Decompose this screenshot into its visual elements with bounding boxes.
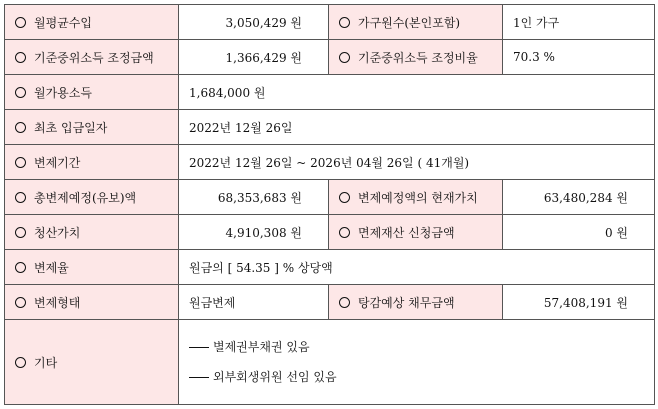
note-item [189, 362, 644, 392]
label-cell [5, 110, 179, 145]
dash-icon [189, 347, 209, 348]
label-cell [329, 215, 503, 250]
label-liquidation-value: 청산가치 [34, 225, 81, 240]
value-available-income: 1,684,000 원 [179, 75, 655, 110]
value-monthly-income: 3,050,429 원 [179, 5, 329, 40]
circle-icon [15, 262, 26, 273]
label-repayment-type: 변제형태 [34, 295, 81, 310]
label-median-income-amount: 기준중위소득 조정금액 [34, 50, 154, 65]
row-repayment-period [5, 145, 655, 180]
label-cell [5, 250, 179, 285]
label-present-value: 변제예정액의 현재가치 [358, 190, 478, 205]
value-present-value: 63,480,284 원 [503, 180, 655, 215]
value-total-repayment: 68,353,683 원 [179, 180, 329, 215]
label-cell [5, 320, 179, 405]
dash-icon [189, 377, 209, 378]
value-exempt-property: 0 원 [503, 215, 655, 250]
circle-icon [15, 357, 26, 368]
label-cell [5, 215, 179, 250]
label-cell [5, 5, 179, 40]
value-liquidation-value: 4,910,308 원 [179, 215, 329, 250]
circle-icon [339, 192, 350, 203]
circle-icon [15, 87, 26, 98]
value-other [179, 320, 655, 405]
value-expected-debt-relief: 57,408,191 원 [503, 285, 655, 320]
value-median-income-amount: 1,366,429 원 [179, 40, 329, 75]
value-median-income-ratio: 70.3 % [503, 40, 655, 75]
circle-icon [339, 52, 350, 63]
label-median-income-ratio: 기준중위소득 조정비율 [358, 50, 478, 65]
label-cell [329, 40, 503, 75]
circle-icon [15, 227, 26, 238]
circle-icon [15, 157, 26, 168]
label-total-repayment: 총변제예정(유보)액 [34, 190, 137, 205]
repayment-summary-table [4, 4, 655, 405]
label-cell [5, 145, 179, 180]
label-cell [329, 180, 503, 215]
label-expected-debt-relief: 탕감예상 채무금액 [358, 295, 455, 310]
circle-icon [15, 192, 26, 203]
value-repayment-period: 2022년 12월 26일 ~ 2026년 04월 26일 ( 41개월) [179, 145, 655, 180]
note-text: 별제권부채권 있음 [213, 340, 310, 354]
value-repayment-type: 원금변제 [179, 285, 329, 320]
row-first-payment-date [5, 110, 655, 145]
circle-icon [339, 227, 350, 238]
label-cell [329, 5, 503, 40]
label-available-income: 월가용소득 [34, 85, 92, 100]
circle-icon [15, 297, 26, 308]
row-repayment-type [5, 285, 655, 320]
label-household-size: 가구원수(본인포함) [358, 15, 461, 30]
row-available-income [5, 75, 655, 110]
circle-icon [15, 17, 26, 28]
row-liquidation-value [5, 215, 655, 250]
label-exempt-property: 면제재산 신청금액 [358, 225, 455, 240]
row-repayment-rate [5, 250, 655, 285]
label-cell [329, 285, 503, 320]
label-first-payment-date: 최초 입금일자 [34, 120, 108, 135]
circle-icon [15, 52, 26, 63]
circle-icon [339, 17, 350, 28]
note-item [189, 332, 644, 362]
note-text: 외부회생위원 선임 있음 [213, 370, 337, 384]
row-monthly-income [5, 5, 655, 40]
label-cell [5, 285, 179, 320]
value-first-payment-date: 2022년 12월 26일 [179, 110, 655, 145]
label-cell [5, 40, 179, 75]
row-other [5, 320, 655, 405]
value-household-size: 1인 가구 [503, 5, 655, 40]
label-repayment-period: 변제기간 [34, 155, 81, 170]
label-repayment-rate: 변제율 [34, 260, 69, 275]
label-other: 기타 [34, 355, 58, 370]
row-median-income [5, 40, 655, 75]
value-repayment-rate: 원금의 [ 54.35 ] % 상당액 [179, 250, 655, 285]
circle-icon [339, 297, 350, 308]
label-cell [5, 180, 179, 215]
label-monthly-income: 월평균수입 [34, 15, 92, 30]
label-cell [5, 75, 179, 110]
row-total-repayment [5, 180, 655, 215]
circle-icon [15, 122, 26, 133]
